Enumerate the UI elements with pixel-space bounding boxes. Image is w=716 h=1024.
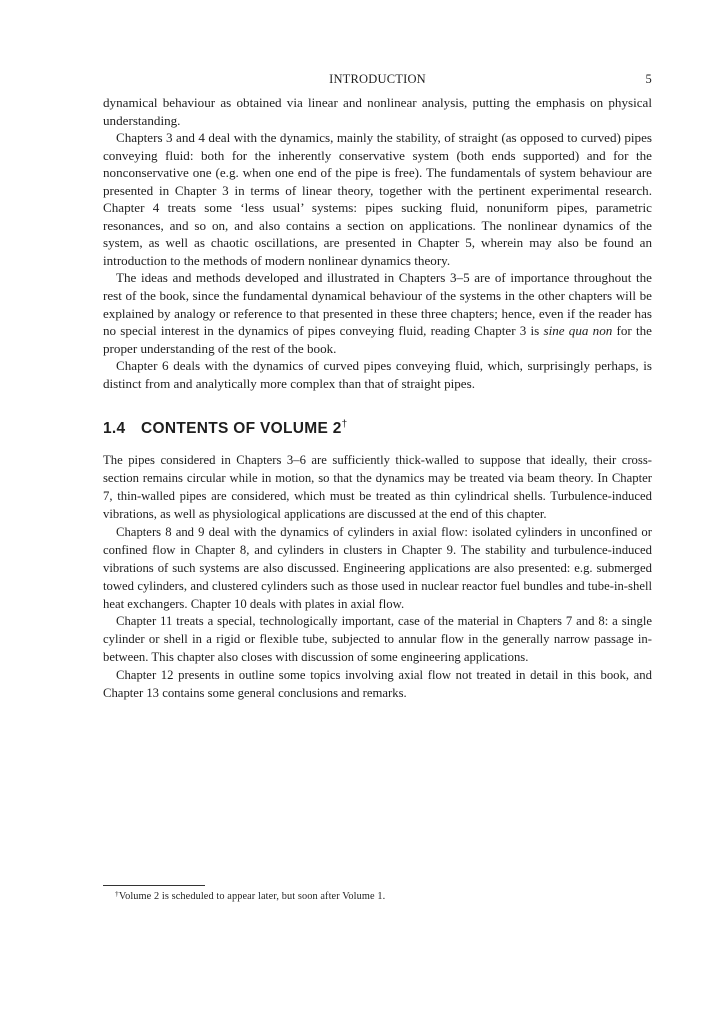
footnote [115, 889, 385, 902]
footnote-mark: † [341, 419, 348, 431]
running-title: INTRODUCTION [329, 72, 426, 86]
paragraph-continued: dynamical behaviour as obtained via linear and nonlinear analysis, putting the emphasis on physical understanding. [103, 95, 652, 128]
section-number: 1.4 [103, 420, 126, 438]
footnote-mark: † [115, 889, 119, 898]
page-number: 5 [645, 72, 652, 86]
section-1-3-continuation [103, 94, 652, 392]
paragraph-chapter-11: Chapter 11 treats a special, technologically important, case of the material in Chapters 7 and 8: a single cylinder or shell in a rigid or flexible tube, subjected to annular flow in the generally narrow passage in-between. This chapter also closes with discussion of some engineering applications. [103, 614, 652, 665]
section-1-4 [103, 452, 652, 703]
paragraph-pipes-thick-walled: The pipes considered in Chapters 3–6 are sufficiently thick-walled to suppose that ideally, their cross-section remains circular while in motion, so that the dynamics may be treated via beam theory. In Chapter 7, thin-walled pipes are considered, which must be treated as thin cylindrical shells. Turbulence-induced vibrations, as well as physiological applications are discussed at the end of this chapter. [103, 453, 652, 522]
paragraph-chapters-3-4: Chapters 3 and 4 deal with the dynamics, mainly the stability, of straight (as opposed to curved) pipes conveying fluid: both for the inherently conservative system (both ends supported) and for the nonconservative one (e.g. when one end of the pipe is free). The fundamentals of system behaviour are presented in Chapter 3 in terms of linear theory, together with the pertinent experimental research. Chapter 4 treats some ‘less usual’ systems: pipes sucking fluid, nonuniform pipes, parametric resonances, and so on, and also contains a section on applications. The nonlinear dynamics of the system, as well as chaotic oscillations, are presented in Chapter 5, wherein may also be found an introduction to the methods of modern nonlinear dynamics theory. [103, 130, 652, 268]
paragraph-chapters-3-5-importance [103, 269, 652, 357]
page-body [103, 72, 652, 703]
section-heading [103, 419, 652, 438]
italic-phrase: sine qua non [543, 323, 613, 339]
footnote-text: Volume 2 is scheduled to appear later, but soon after Volume 1. [118, 891, 386, 902]
paragraph-chapters-8-9: Chapters 8 and 9 deal with the dynamics of cylinders in axial flow: isolated cylinders in unconfined or confined flow in Chapter 8, and cylinders in clusters in Chapter 9. The stability and turbulence-induced vibrations of such systems are also discussed. Engineering applications are also presented: e.g. submerged towed cylinders, and clustered cylinders such as those used in nuclear reactor fuel bundles and tube-in-shell heat exchangers. Chapter 10 deals with plates in axial flow. [103, 524, 652, 611]
paragraph-text: The ideas and methods developed and illustrated in Chapters 3–5 are of importance throughout the rest of the book, since the fundamental dynamical behaviour of the systems in the other chapters will be explained by analogy or reference to that presented in these three chapters; hence, even if the reader has no special interest in the dynamics of pipes conveying fluid, reading Chapter 3 is [103, 270, 652, 339]
paragraph-chapter-6: Chapter 6 deals with the dynamics of curved pipes conveying fluid, which, surprisingly perhaps, is distinct from and analytically more complex than that of straight pipes. [103, 358, 652, 391]
section-title: CONTENTS OF VOLUME 2 [141, 420, 342, 438]
paragraph-text: for the proper understanding of the rest of the book. [103, 323, 652, 356]
paragraph-chapters-12-13: Chapter 12 presents in outline some topics involving axial flow not treated in detail in this book, and Chapter 13 contains some general conclusions and remarks. [103, 668, 652, 701]
running-head [103, 72, 652, 94]
footnote-rule [103, 885, 205, 886]
